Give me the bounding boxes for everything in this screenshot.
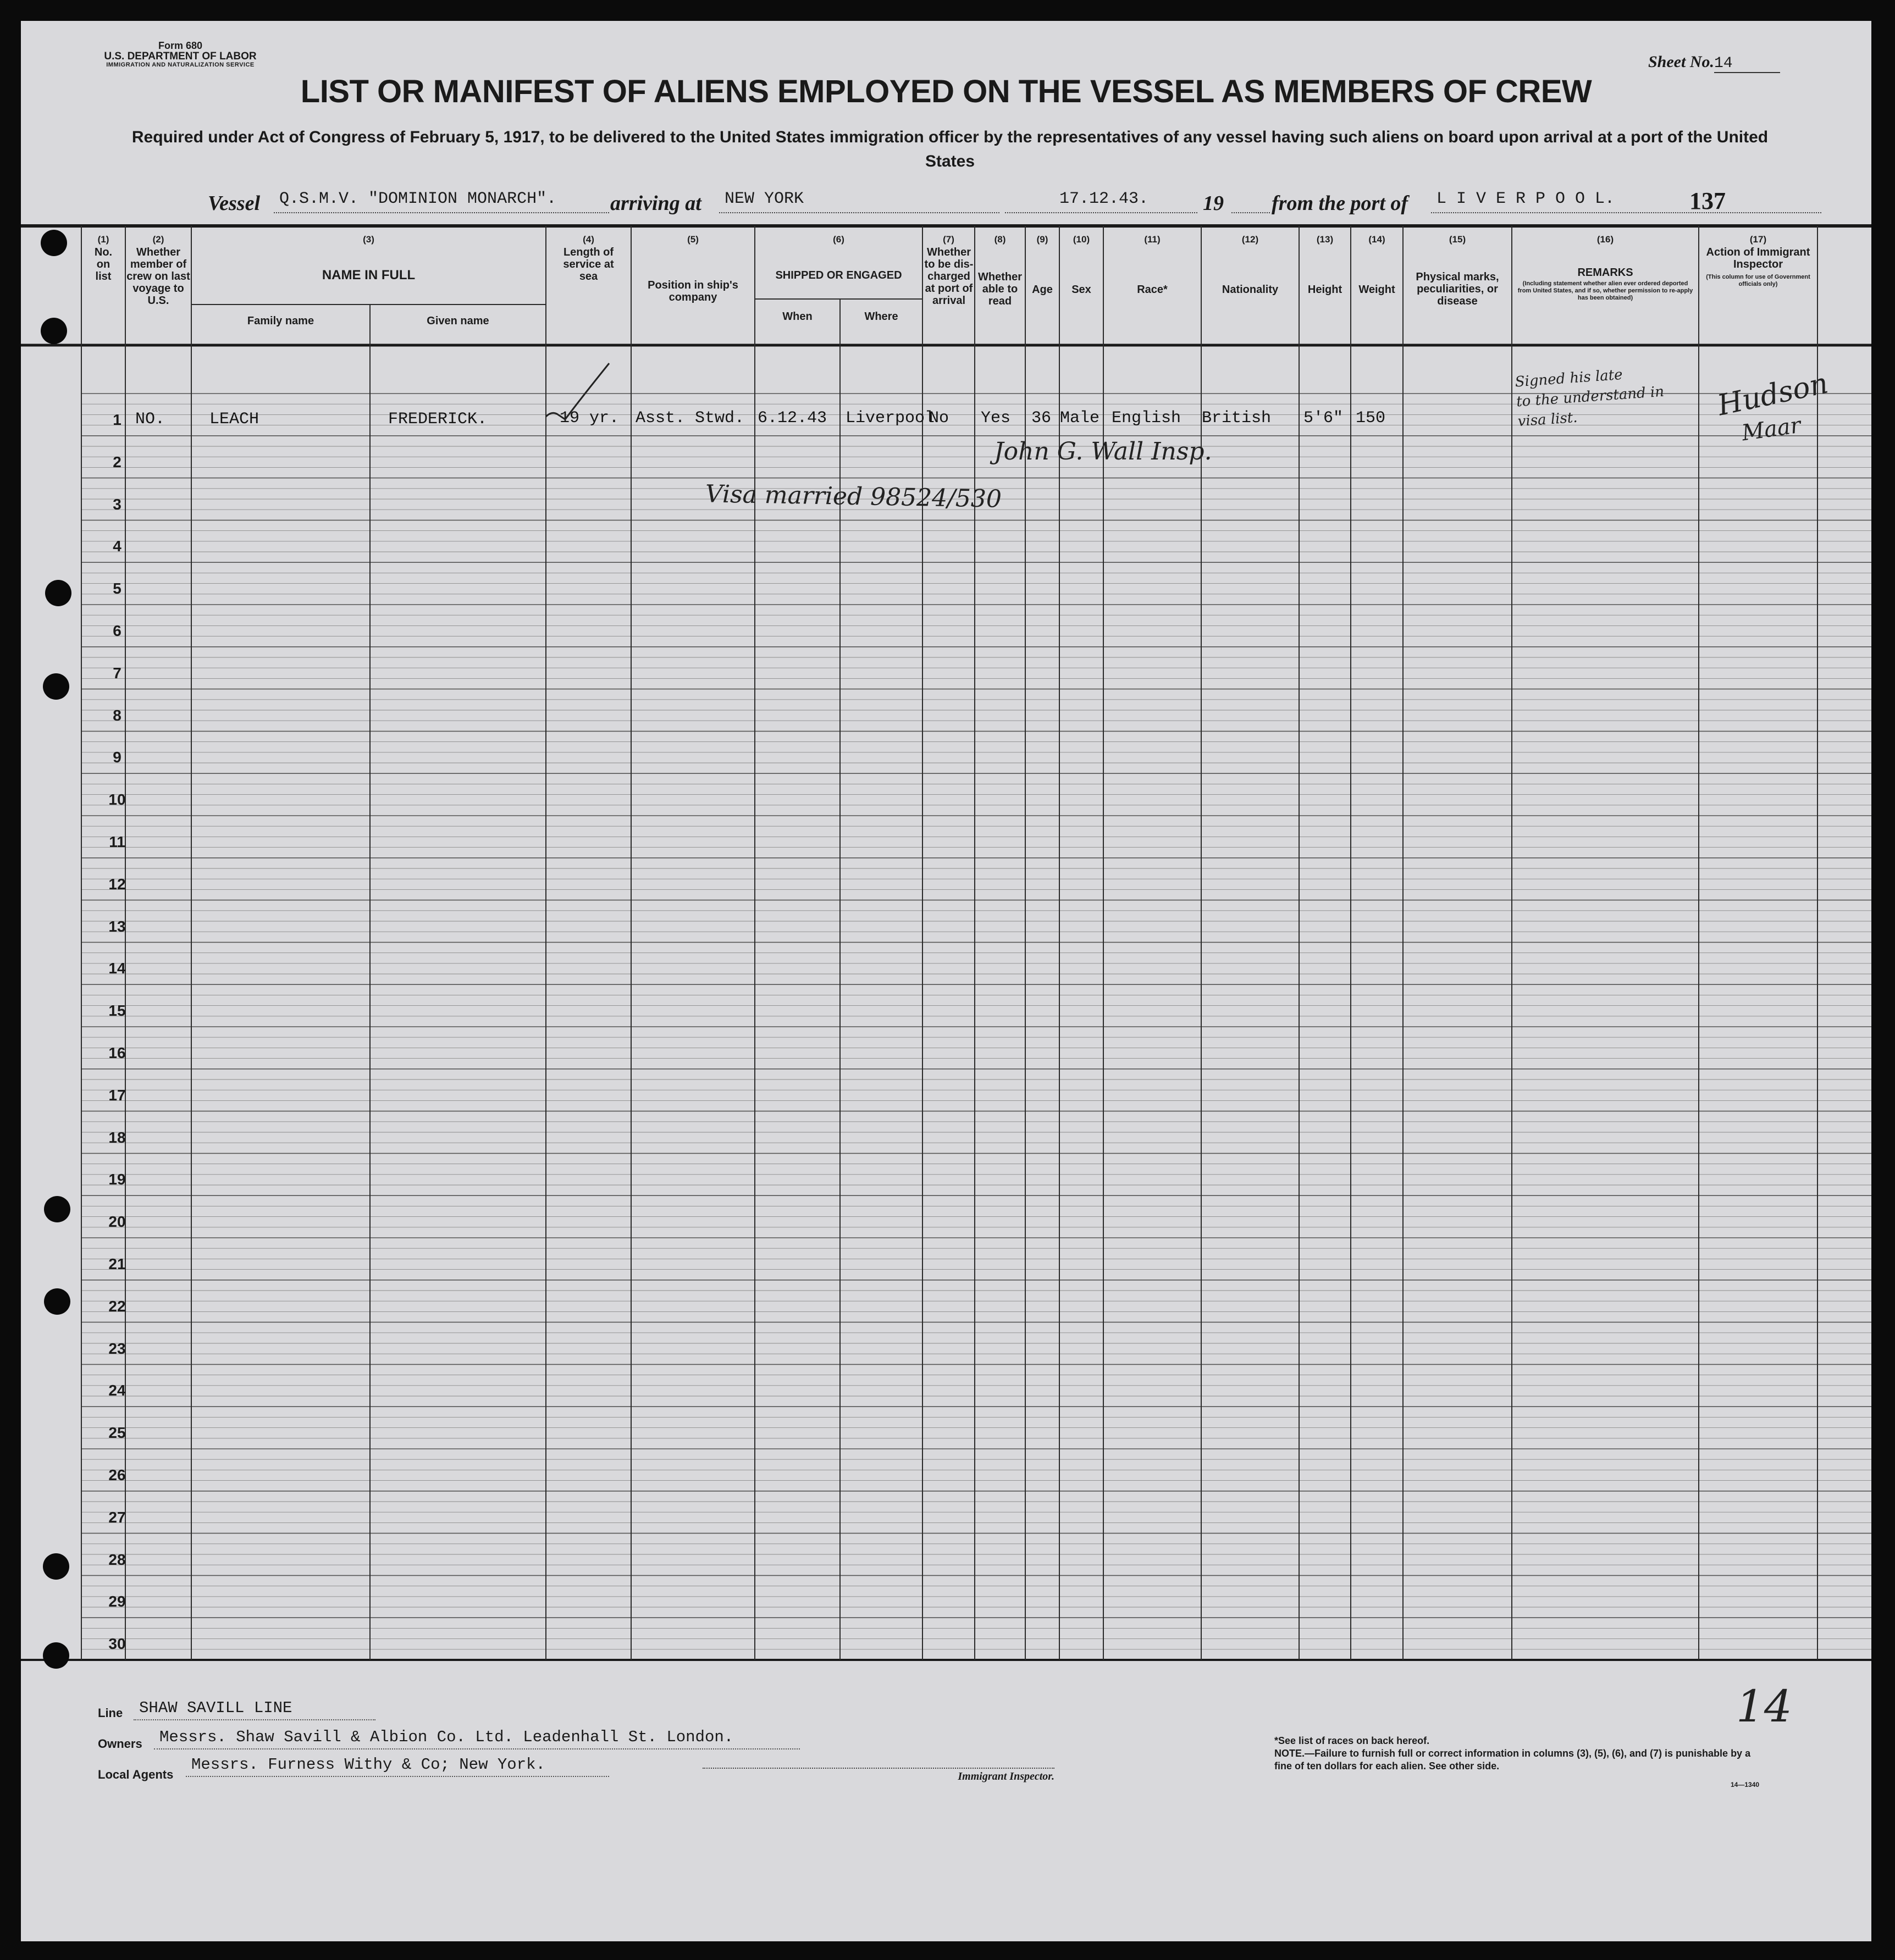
- row-number: 5: [113, 580, 121, 597]
- cell-able-to-read: Yes: [981, 409, 1011, 428]
- col10-number: (10): [1073, 234, 1090, 245]
- punch-hole: [41, 318, 67, 344]
- col8-label: Whether able to read: [978, 271, 1022, 307]
- vessel-name: Q.S.M.V. "DOMINION MONARCH".: [274, 188, 609, 213]
- sheet-number-value: 14: [1714, 55, 1780, 73]
- punch-hole: [43, 1553, 69, 1580]
- row-number: 30: [108, 1635, 126, 1653]
- row-number: 13: [108, 917, 126, 935]
- inspector-initials: Maar: [1740, 412, 1803, 446]
- row-number: 18: [108, 1128, 126, 1146]
- arriving-label: arriving at: [610, 192, 701, 215]
- col12-number: (12): [1241, 234, 1259, 245]
- department-name: U.S. DEPARTMENT OF LABOR: [104, 50, 257, 62]
- col3-given-name: Given name: [427, 315, 489, 327]
- col6-where: Where: [864, 311, 898, 323]
- cell-given-name: FREDERICK.: [388, 410, 488, 429]
- punch-hole: [44, 1196, 70, 1222]
- row-number: 6: [113, 622, 121, 639]
- col17-note: (This column for use of Government officials only): [1706, 274, 1810, 287]
- inspector-signature: Hudson: [1714, 367, 1831, 423]
- row-number: 21: [108, 1255, 126, 1272]
- col17-label: Action of Immigrant Inspector: [1706, 246, 1810, 270]
- cell-weight: 150: [1356, 409, 1386, 428]
- footer-handwritten-number: 14: [1736, 1681, 1792, 1732]
- punch-hole: [45, 580, 71, 606]
- cell-nationality: British: [1202, 409, 1272, 428]
- manifest-sheet: [21, 21, 1871, 1941]
- row3-visa-note: Visa married 98524/530: [705, 480, 1002, 513]
- cell-sex: Male: [1060, 409, 1100, 428]
- row-number: 27: [108, 1508, 126, 1526]
- row-number: 4: [113, 538, 121, 555]
- col14-label: Weight: [1358, 284, 1395, 296]
- col1-label: No. on list: [94, 246, 113, 283]
- col10-label: Sex: [1071, 284, 1091, 296]
- check-mark-icon: [543, 359, 620, 425]
- owners-value: Messrs. Shaw Savill & Albion Co. Ltd. Leadenhall St. London.: [154, 1728, 800, 1749]
- line-value: SHAW SAVILL LINE: [134, 1698, 375, 1720]
- row-number: 3: [113, 495, 121, 513]
- row-number: 22: [108, 1297, 126, 1315]
- row-number: 2: [113, 453, 121, 470]
- row-number: 17: [108, 1086, 126, 1104]
- col16-label: REMARKS: [1577, 267, 1633, 279]
- row-number: 7: [113, 664, 121, 682]
- col15-label: Physical marks, peculiarities, or disease: [1416, 271, 1499, 307]
- cell-age: 36: [1031, 409, 1052, 428]
- cell-position: Asst. Stwd.: [636, 409, 745, 428]
- col6-when: When: [782, 311, 813, 323]
- cell-shipped-when: 6.12.43: [758, 409, 827, 428]
- col2-label: Whether member of crew on last voyage to U.S.: [126, 246, 190, 307]
- from-port: L I V E R P O O L.: [1431, 188, 1821, 213]
- table-grid: [21, 21, 1871, 1941]
- row-number: 10: [108, 791, 126, 809]
- punch-hole: [41, 230, 67, 256]
- col3-label: NAME IN FULL: [322, 268, 416, 283]
- col7-number: (7): [943, 234, 954, 245]
- col16-note: (Including statement whether alien ever ordered deported from United States, and if so, whether permission to re-apply has been obtained): [1517, 280, 1693, 301]
- row-number: 14: [108, 960, 126, 977]
- punch-hole: [43, 673, 69, 700]
- owners-label: Owners: [98, 1737, 142, 1751]
- penalty-note: NOTE.—Failure to furnish full or correct information in columns (3), (5), (6), and (7) is punishable by a fine of ten dollars for each alien. See other side.: [1274, 1748, 1751, 1771]
- inspector-label: Immigrant Inspector.: [958, 1770, 1054, 1782]
- col6-number: (6): [833, 234, 844, 245]
- row-number: 1: [113, 411, 121, 428]
- row-number: 9: [113, 749, 121, 766]
- cell-family-name: LEACH: [209, 410, 259, 429]
- col6-label: SHIPPED OR ENGAGED: [775, 269, 902, 281]
- form-code: 14—1340: [1731, 1781, 1760, 1789]
- document-title: LIST OR MANIFEST OF ALIENS EMPLOYED ON THE VESSEL AS MEMBERS OF CREW: [300, 74, 1592, 109]
- cell-last-voyage: NO.: [135, 410, 165, 429]
- col17-number: (17): [1749, 234, 1767, 245]
- col14-number: (14): [1368, 234, 1385, 245]
- from-port-label: from the port of: [1272, 192, 1408, 215]
- punch-hole: [43, 1642, 69, 1669]
- inspector-signature-line: [703, 1768, 1054, 1769]
- row-number: 23: [108, 1339, 126, 1357]
- col3-family-name: Family name: [247, 315, 314, 327]
- document-subtitle: Required under Act of Congress of February 5, 1917, to be delivered to the United States immigration officer by the representatives of any vessel having such aliens on board upon arrival at a port of the United States: [131, 128, 1769, 170]
- row-number: 16: [108, 1044, 126, 1061]
- col11-number: (11): [1144, 234, 1161, 245]
- row-number: 20: [108, 1213, 126, 1231]
- row-number: 11: [109, 833, 125, 850]
- col16-number: (16): [1596, 234, 1614, 245]
- row-number: 26: [108, 1466, 126, 1483]
- col12-label: Nationality: [1222, 284, 1279, 296]
- col13-number: (13): [1316, 234, 1334, 245]
- row-number: 24: [108, 1382, 126, 1399]
- arriving-port: NEW YORK: [719, 188, 999, 213]
- row-number: 12: [108, 875, 126, 893]
- cell-discharged: No: [929, 409, 949, 428]
- row-number: 28: [108, 1551, 126, 1568]
- row-number: 25: [108, 1424, 126, 1442]
- col8-number: (8): [994, 234, 1006, 245]
- row-number: 29: [108, 1593, 126, 1610]
- handwritten-remarks: Signed his late to the understand in visa list.: [1514, 366, 1665, 430]
- line-label: Line: [98, 1706, 123, 1720]
- col4-number: (4): [583, 234, 594, 245]
- col4-label: Length of service at sea: [563, 246, 614, 283]
- sheet-number-label: Sheet No.: [1648, 53, 1714, 71]
- col13-label: Height: [1307, 284, 1342, 296]
- col9-label: Age: [1032, 284, 1053, 296]
- col15-number: (15): [1449, 234, 1466, 245]
- race-footnote: *See list of races on back hereof.: [1274, 1735, 1430, 1746]
- form-number: Form 680: [158, 40, 203, 51]
- vessel-label: Vessel: [208, 192, 260, 215]
- footnote-block: [1274, 1735, 1769, 1773]
- cell-shipped-where: Liverpool: [846, 409, 935, 428]
- page-number: 137: [1689, 187, 1726, 214]
- agents-label: Local Agents: [98, 1768, 174, 1781]
- punch-hole: [44, 1288, 70, 1315]
- col5-label: Position in ship's company: [648, 279, 738, 303]
- row-number: 15: [108, 1002, 126, 1020]
- row-number: 8: [113, 706, 121, 724]
- cell-race: English: [1112, 409, 1181, 428]
- col1-number: (1): [97, 234, 109, 245]
- year-label: 19: [1203, 192, 1224, 215]
- cell-height: 5'6": [1303, 409, 1344, 428]
- service-name: IMMIGRATION AND NATURALIZATION SERVICE: [106, 61, 255, 68]
- row2-signature: John G. Wall Insp.: [994, 438, 1212, 466]
- col3-number: (3): [363, 234, 374, 245]
- cell-length-of-service: 19 yr.: [560, 409, 620, 428]
- col5-number: (5): [687, 234, 699, 245]
- col2-number: (2): [152, 234, 164, 245]
- row-number: 19: [108, 1171, 126, 1188]
- arrival-date: 17.12.43.: [1005, 188, 1197, 213]
- col7-label: Whether to be dis-charged at port of arrival: [924, 246, 974, 307]
- col9-number: (9): [1036, 234, 1048, 245]
- agents-value: Messrs. Furness Withy & Co; New York.: [186, 1755, 609, 1777]
- col11-label: Race*: [1137, 284, 1168, 296]
